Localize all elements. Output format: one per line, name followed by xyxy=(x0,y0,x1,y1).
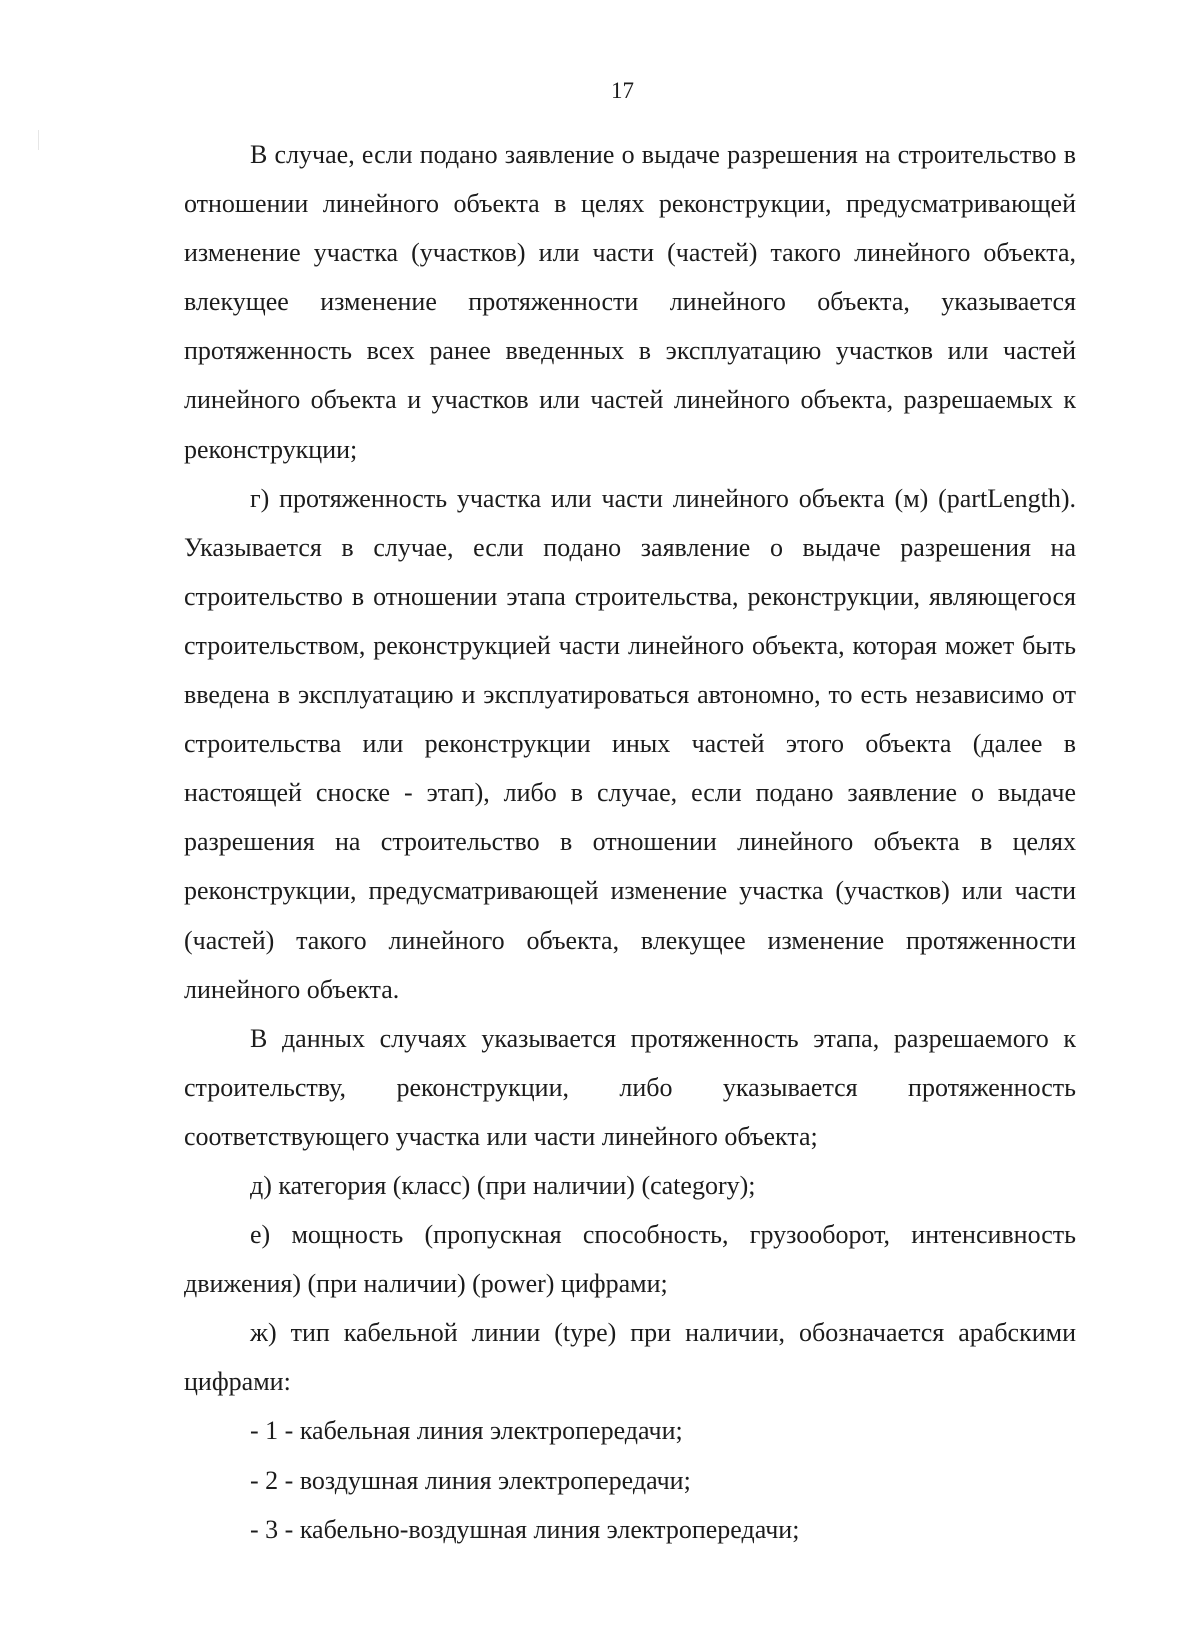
paragraph-part-length: г) протяженность участка или части линейного объекта (м) (partLength). Указывается в случае, если подано заявление о выдаче разрешения на строительство в отношении этапа строительства, реконструкции, являющегося строительством, реконструкцией части линейного объекта, которая может быть введена в эксплуатацию и эксплуатироваться автономно, то есть независимо от строительства или реконструкции иных частей этого объекта (далее в настоящей сноске - этап), либо в случае, если подано заявление о выдаче разрешения на строительство в отношении линейного объекта в целях реконструкции, предусматривающей изменение участка (участков) или части (частей) такого линейного объекта, влекущее изменение протяженности линейного объекта. xyxy=(184,483,1076,1004)
document-body xyxy=(184,130,1076,1554)
page-number: 17 xyxy=(611,78,634,103)
paragraph-cable-type: ж) тип кабельной линии (type) при наличии, обозначается арабскими цифрами: xyxy=(184,1318,1076,1397)
paragraph-reconstruction-length: В случае, если подано заявление о выдаче разрешения на строительство в отношении линейного объекта в целях реконструкции, предусматривающей изменение участка (участков) или части (частей) такого линейного объекта, влекущее изменение протяженности линейного объекта, указывается протяженность всех ранее введенных в эксплуатацию участков или частей линейного объекта и участков или частей линейного объекта, разрешаемых к реконструкции; xyxy=(184,140,1076,464)
paragraph-power: е) мощность (пропускная способность, грузооборот, интенсивность движения) (при наличии) (power) цифрами; xyxy=(184,1220,1076,1299)
list-item-cable-overhead-line: - 3 - кабельно-воздушная линия электропередачи; xyxy=(250,1514,800,1544)
list-item-overhead-line: - 2 - воздушная линия электропередачи; xyxy=(250,1465,691,1495)
list-item-cable-line: - 1 - кабельная линия электропередачи; xyxy=(250,1416,683,1446)
scan-artifact xyxy=(38,130,39,150)
paragraph-stage-length: В данных случаях указывается протяженность этапа, разрешаемого к строительству, реконструкции, либо указывается протяженность соответствующего участка или части линейного объекта; xyxy=(184,1023,1076,1151)
paragraph-category: д) категория (класс) (при наличии) (category); xyxy=(250,1170,756,1200)
